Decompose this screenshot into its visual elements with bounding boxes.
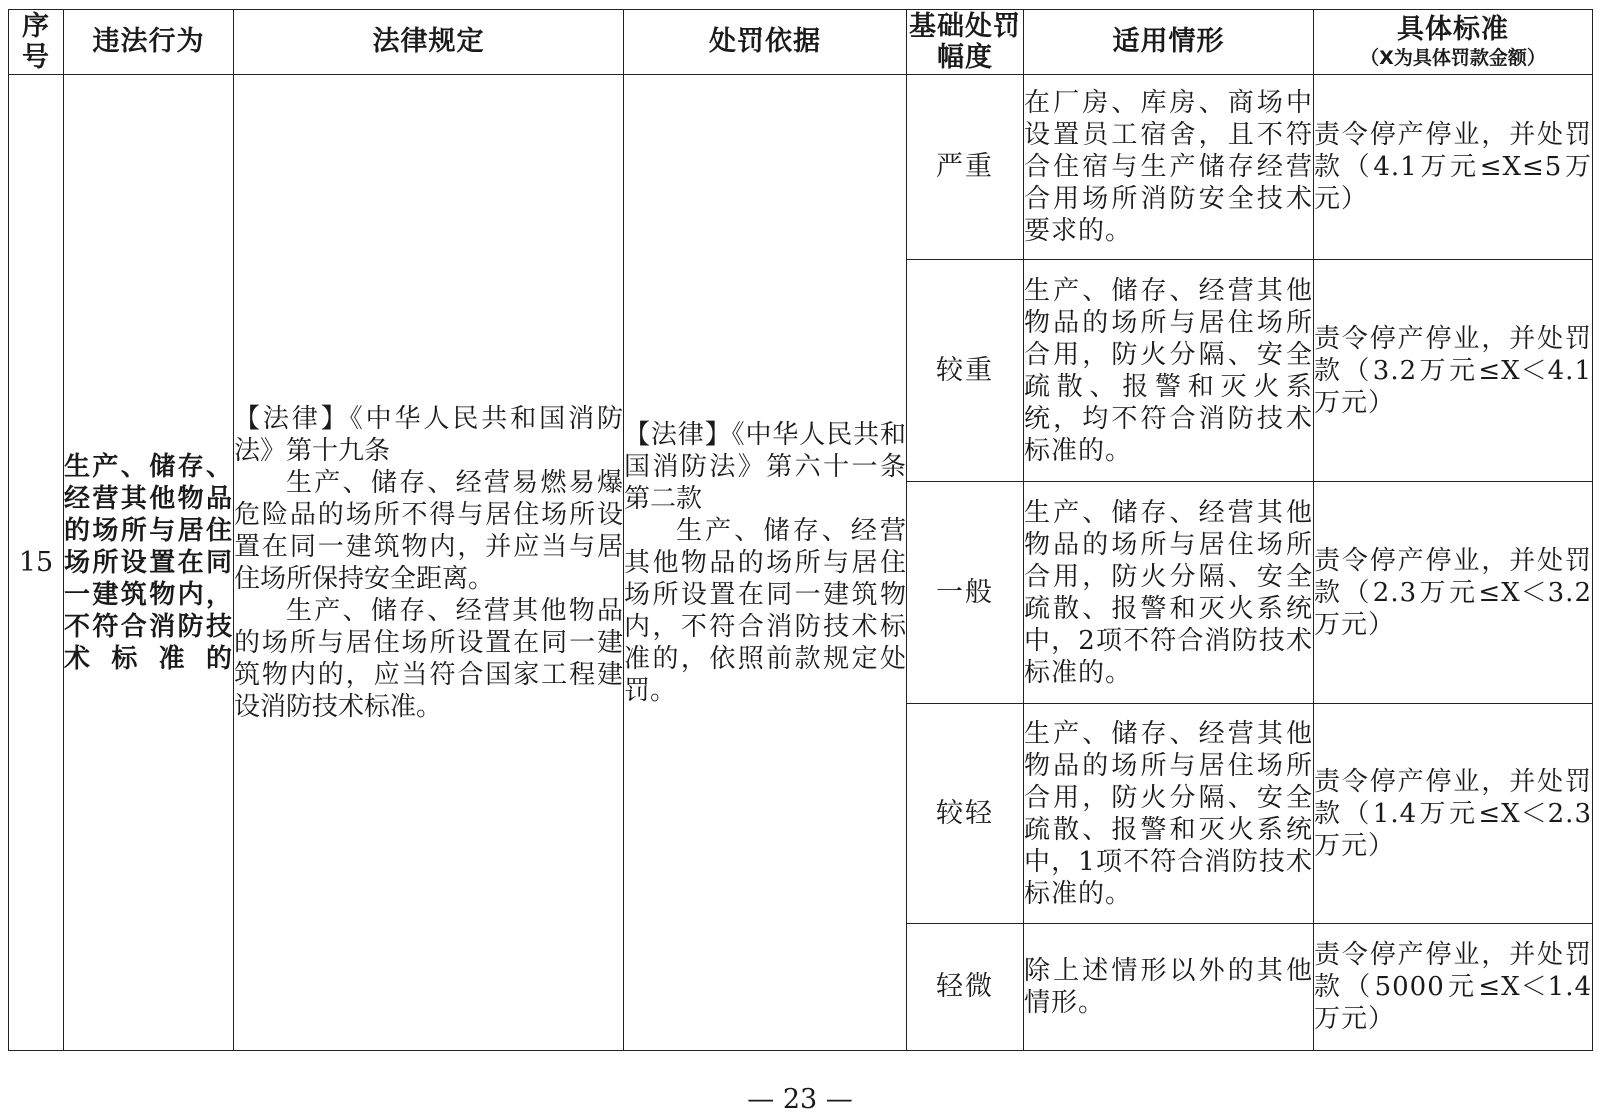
row-violation: 生产、储存、经营其他物品的场所与居住场所设置在同一建筑物内，不符合消防技术标准的: [64, 75, 234, 1051]
table-row: [9, 75, 1593, 260]
standard-cell: 责令停产停业，并处罚款（3.2万元≤X＜4.1万元）: [1314, 260, 1593, 482]
level-cell: 一般: [907, 482, 1024, 704]
condition-cell: 生产、储存、经营其他物品的场所与居住场所合用，防火分隔、安全疏散、报警和灭火系统，均不符合消防技术标准的。: [1024, 260, 1314, 482]
header-basis: 处罚依据: [624, 10, 907, 75]
header-law: 法律规定: [234, 10, 624, 75]
header-standard: [1314, 10, 1593, 75]
standard-cell: 责令停产停业，并处罚款（4.1万元≤X≤5万元）: [1314, 75, 1593, 260]
row-seq: 15: [9, 75, 64, 1051]
standard-cell: 责令停产停业，并处罚款（2.3万元≤X＜3.2万元）: [1314, 482, 1593, 704]
law-paragraph: 生产、储存、经营易燃易爆危险品的场所不得与居住场所设置在同一建筑物内，并应当与居住场所保持安全距离。: [234, 467, 623, 594]
condition-cell: 生产、储存、经营其他物品的场所与居住场所合用，防火分隔、安全疏散、报警和灭火系统中，2项不符合消防技术标准的。: [1024, 482, 1314, 704]
condition-cell: 在厂房、库房、商场中设置员工宿舍，且不符合住宿与生产储存经营合用场所消防安全技术要求的。: [1024, 75, 1314, 260]
header-act: 违法行为: [64, 10, 234, 75]
condition-cell: 除上述情形以外的其他情形。: [1024, 924, 1314, 1051]
level-cell: 严重: [907, 75, 1024, 260]
standard-cell: 责令停产停业，并处罚款（1.4万元≤X＜2.3万元）: [1314, 704, 1593, 924]
law-title: 【法律】《中华人民共和国消防法》第十九条: [234, 403, 623, 466]
penalty-standard-table: [8, 9, 1593, 1051]
law-paragraph: 生产、储存、经营其他物品的场所与居住场所设置在同一建筑物内的，应当符合国家工程建设消防技术标准。: [234, 595, 623, 722]
row-basis: [624, 75, 907, 1051]
header-row: [9, 10, 1593, 75]
page-number: — 23 —: [747, 1084, 853, 1115]
basis-title: 【法律】《中华人民共和国消防法》第六十一条第二款: [624, 419, 906, 514]
level-cell: 较轻: [907, 704, 1024, 924]
header-standard-note: （X为具体罚款金额）: [1360, 47, 1546, 69]
condition-cell: 生产、储存、经营其他物品的场所与居住场所合用，防火分隔、安全疏散、报警和灭火系统中，1项不符合消防技术标准的。: [1024, 704, 1314, 924]
header-level: 基础处罚幅度: [907, 10, 1024, 75]
header-seq: 序号: [9, 10, 64, 75]
standard-cell: 责令停产停业，并处罚款（5000元≤X＜1.4万元）: [1314, 924, 1593, 1051]
header-standard-title: 具体标准: [1397, 14, 1509, 45]
row-law: [234, 75, 624, 1051]
level-cell: 轻微: [907, 924, 1024, 1051]
level-cell: 较重: [907, 260, 1024, 482]
header-condition: 适用情形: [1024, 10, 1314, 75]
basis-paragraph: 生产、储存、经营其他物品的场所与居住场所设置在同一建筑物内，不符合消防技术标准的，依照前款规定处罚。: [624, 515, 906, 706]
